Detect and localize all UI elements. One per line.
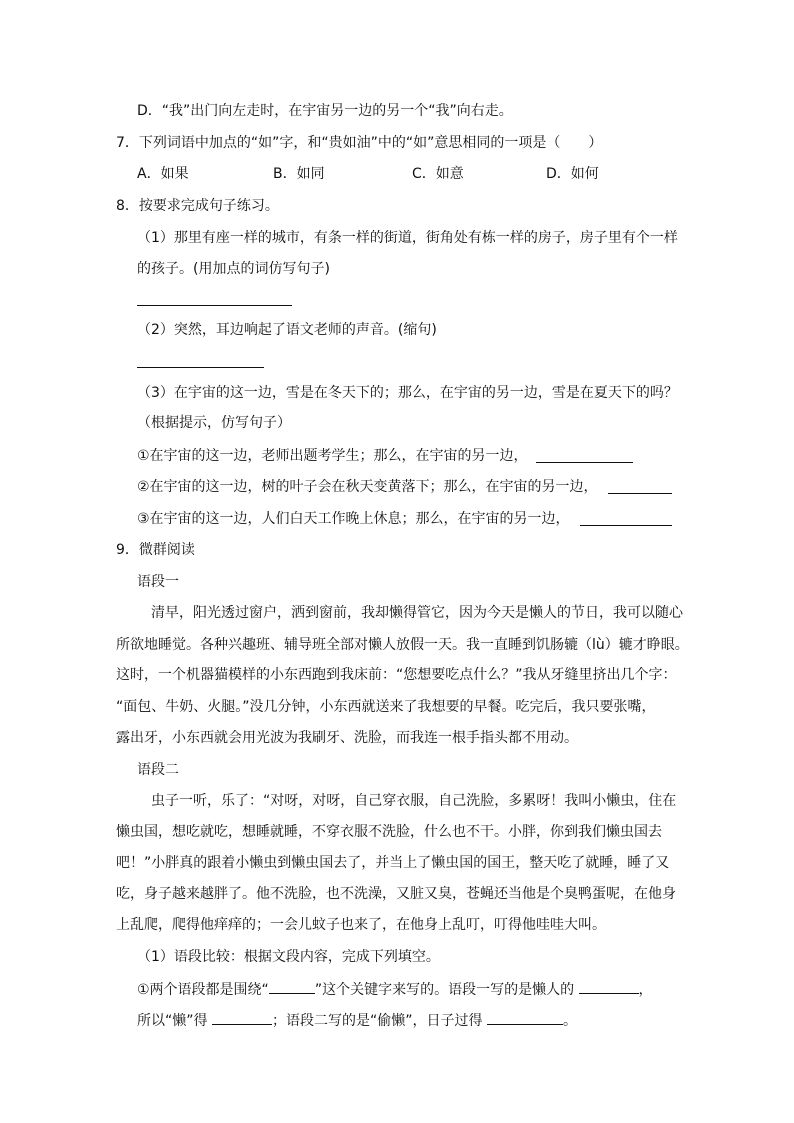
answer-blank-8-3-1[interactable] [536,462,633,463]
question-8-part3-line2: （根据提示，仿写句子） [137,415,291,431]
question-7-option-d: D．如何 [546,166,599,182]
question-8-part1-line1: （1）那里有座一样的城市，有条一样的街道，街角处有栋一样的房子，房子里有个一样 [137,230,678,246]
answer-blank-9-key[interactable] [269,979,315,994]
question-7-option-a: A．如果 [137,166,189,182]
passage-2-line: 上乱爬，爬得他痒痒的；一会儿蚊子也来了，在他身上乱叮，叮得他哇哇大叫。 [116,917,606,933]
question-8-item2: ②在宇宙的这一边，树的叶子会在秋天变黄落下；那么，在宇宙的另一边， [137,479,598,495]
answer-blank-8-2[interactable] [137,367,264,368]
passage-2-line: 吃，身子越来越胖了。他不洗脸，也不洗澡，又脏又臭，苍蝇还当他是个臭鸭蛋呢，在他身 [116,886,676,902]
passage-2-line: 虫子一听，乐了：“对呀，对呀，自己穿衣服，自己洗脸，多累呀！我叫小懒虫，住在 [137,793,677,809]
passage-2-line: 吧！”小胖真的跟着小懒虫到懒虫国去了，并当上了懒虫国的国王，整天吃了就睡，睡了又 [116,855,670,871]
answer-blank-8-3-2[interactable] [608,493,672,494]
fill-text: ①两个语段都是围绕“ [137,982,269,998]
question-8-part2: （2）突然，耳边响起了语文老师的声音。(缩句) [137,322,437,338]
answer-blank-9-days[interactable] [487,1010,563,1025]
fill-text: 。 [562,1013,577,1029]
passage-2-title: 语段二 [137,762,179,778]
passage-1-line: “面包、牛奶、火腿。”没几分钟，小东西就送来了我想要的早餐。吃完后，我只要张嘴， [116,699,656,715]
question-8-item3: ③在宇宙的这一边，人们白天工作晚上休息；那么，在宇宙的另一边， [137,511,570,527]
answer-blank-9-lazy-person[interactable] [579,979,639,994]
fill-text: ， [638,982,653,998]
question-9-sub1-item [137,979,653,1000]
fill-text: 所以“懒”得 [137,1013,208,1029]
question-9-stem: 9．微群阅读 [116,542,195,558]
fill-text: ；语段二写的是“偷懒”，日子过得 [271,1013,483,1029]
question-7-stem: 7．下列词语中加点的“如”字，和“贵如油”中的“如”意思相同的一项是（ ） [116,135,603,151]
question-9-sub1-line2 [137,1010,577,1031]
question-8-part1-line2: 的孩子。(用加点的词仿写句子) [137,261,330,277]
fill-text: ”这个关键字来写的。语段一写的是懒人的 [314,982,575,998]
question-8-stem: 8．按要求完成句子练习。 [116,198,279,214]
passage-1-title: 语段一 [137,574,179,590]
question-9-sub1: （1）语段比较：根据文段内容，完成下列填空。 [137,949,440,965]
question-6-option-d: D．“我”出门向左走时，在宇宙另一边的另一个“我”向右走。 [137,103,513,119]
question-7-option-b: B．如同 [273,166,325,182]
answer-blank-8-3-3[interactable] [580,525,672,526]
answer-blank-8-1[interactable] [137,305,292,306]
passage-1-line: 所欲地睡觉。各种兴趣班、辅导班全部对懒人放假一天。我一直睡到饥肠辘（lù）辘才睁眼。 [116,637,689,653]
passage-1-line: 这时，一个机器猫模样的小东西跑到我床前：“您想要吃点什么？”我从牙缝里挤出几个字： [116,667,677,683]
passage-1-line: 露出牙，小东西就会用光波为我刷牙、洗脸，而我连一根手指头都不用动。 [116,730,578,746]
answer-blank-9-lazy-reason[interactable] [212,1010,272,1025]
passage-1-line: 清早，阳光透过窗户，洒到窗前，我却懒得管它，因为今天是懒人的节日，我可以随心 [137,605,683,621]
question-8-part3-line1: （3）在宇宙的这一边，雪是在冬天下的；那么，在宇宙的另一边，雪是在夏天下的吗？ [137,385,678,401]
passage-2-line: 懒虫国，想吃就吃，想睡就睡，不穿衣服不洗脸，什么也不干。小胖，你到我们懒虫国去 [116,824,662,840]
question-7-option-c: C．如意 [412,166,464,182]
question-8-item1: ①在宇宙的这一边，老师出题考学生；那么，在宇宙的另一边， [137,448,528,464]
